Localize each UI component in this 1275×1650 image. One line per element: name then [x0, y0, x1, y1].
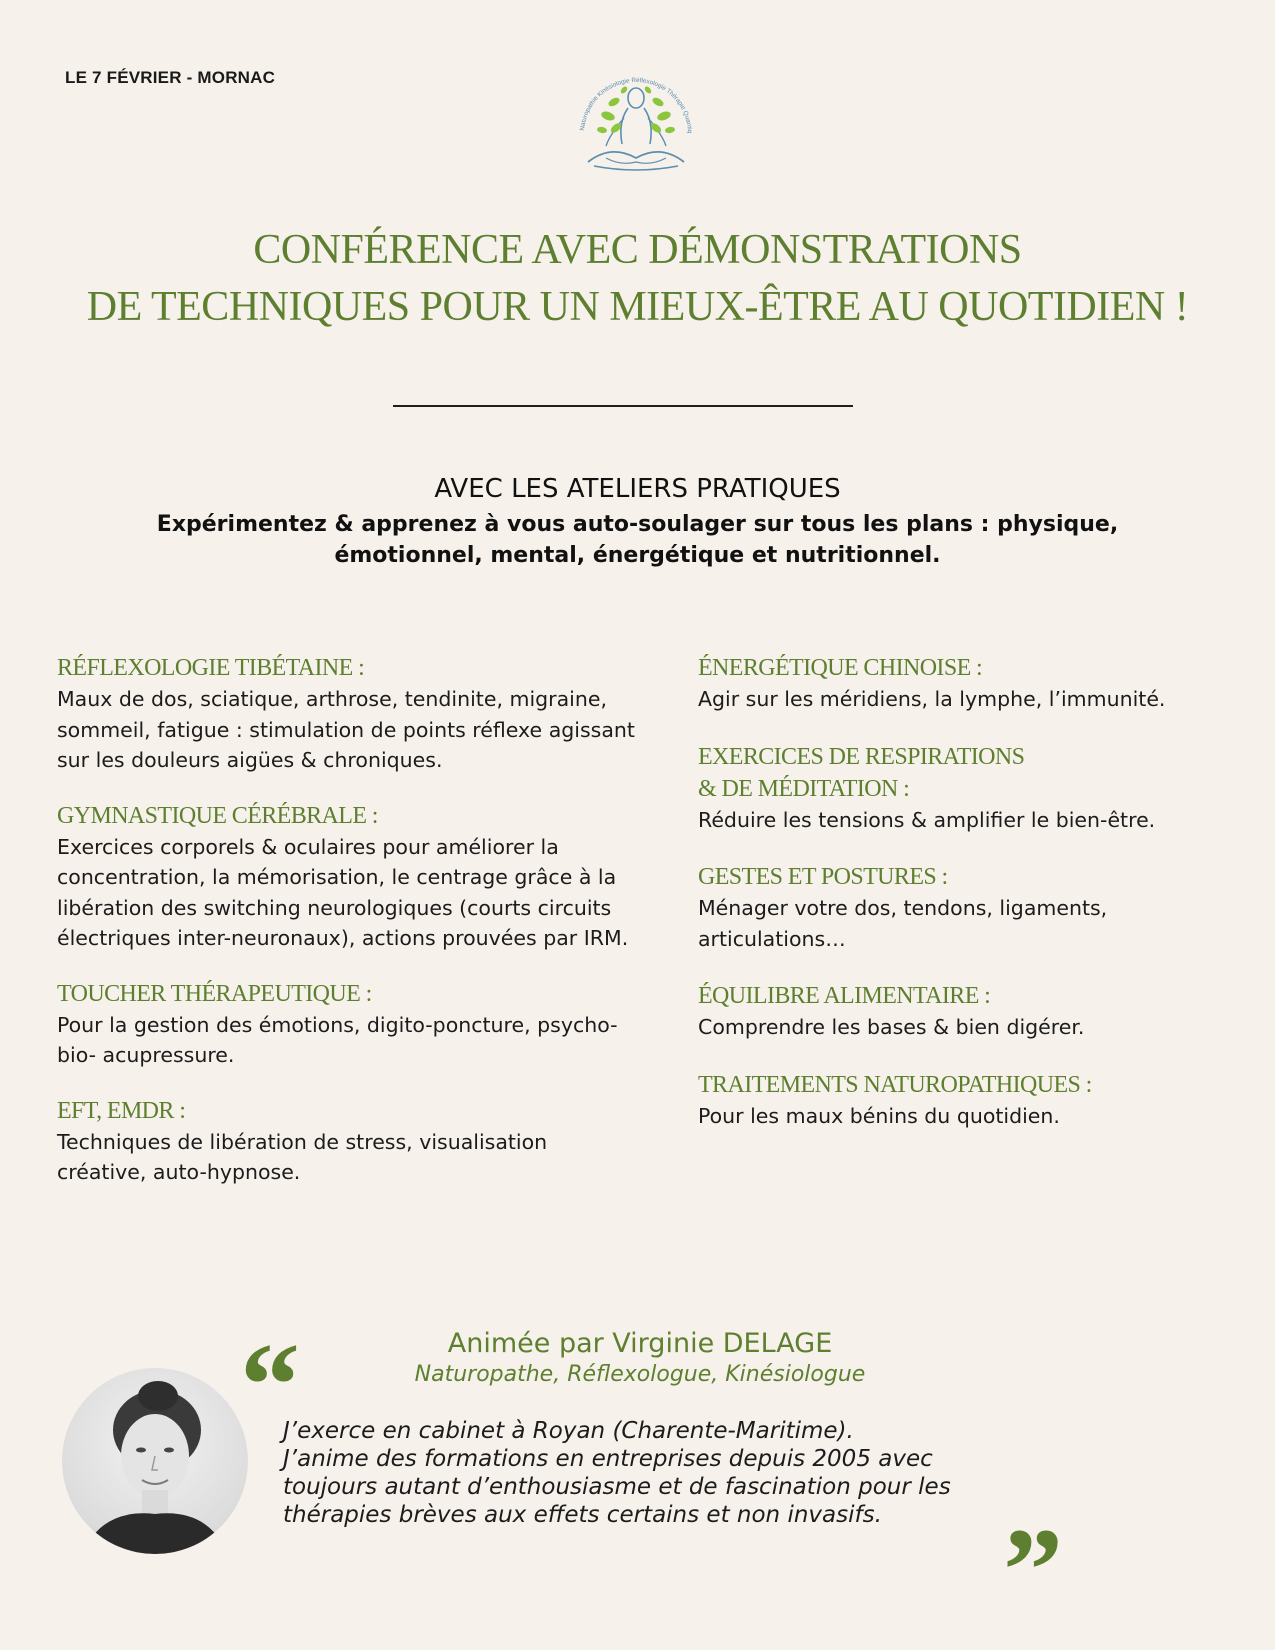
page-title — [0, 222, 1275, 336]
workshops-right-column — [698, 652, 1238, 1157]
workshop-item — [698, 1069, 1238, 1132]
workshop-item — [698, 652, 1238, 715]
portrait-icon — [62, 1368, 248, 1554]
workshop-heading: GESTES ET POSTURES : — [698, 864, 948, 890]
quote-line: J’exerce en cabinet à Royan (Charente-Maritime). — [283, 1418, 854, 1444]
presenter-quote — [283, 1417, 1023, 1529]
workshop-item — [57, 652, 637, 776]
workshop-heading: RÉFLEXOLOGIE TIBÉTAINE : — [57, 655, 365, 681]
event-date-location: LE 7 FÉVRIER - MORNAC — [65, 68, 276, 87]
workshop-description: Pour les maux bénins du quotidien. — [698, 1103, 1060, 1128]
workshops-left-column — [57, 652, 637, 1188]
workshop-description: Ménager votre dos, tendons, ligaments, articulations… — [698, 896, 1108, 951]
logo-ring-text: Naturopathie Kinésiologie Réflexologie Thérapie Quantiq — [579, 76, 694, 134]
quote-open-icon: “ — [240, 1318, 300, 1451]
workshop-item — [57, 978, 637, 1071]
workshop-heading: ÉQUILIBRE ALIMENTAIRE : — [698, 983, 991, 1009]
divider — [393, 405, 853, 407]
workshop-description: Agir sur les méridiens, la lymphe, l’immunité. — [698, 687, 1166, 711]
workshop-description: Exercices corporels & oculaires pour améliorer la concentration, la mémorisation, le centrage grâce à la libération des switching neurologiques (courts circuits électriques inter-neuronaux), actions prouvées par IRM. — [57, 834, 629, 950]
workshop-heading: TRAITEMENTS NATUROPATHIQUES : — [698, 1071, 1092, 1098]
workshop-heading: TOUCHER THÉRAPEUTIQUE : — [57, 980, 372, 1007]
presenter-name: Animée par Virginie DELAGE — [447, 1328, 833, 1359]
meditation-figure-icon — [566, 62, 706, 187]
svg-text:Naturopathie Kinésiologie Réfl — [566, 62, 693, 134]
workshop-description: Réduire les tensions & amplifier le bien-être. — [698, 807, 1156, 832]
workshop-description: Maux de dos, sciatique, arthrose, tendinite, migraine, sommeil, fatigue : stimulation de points réflexe agissant sur les douleurs aigües & chroniques. — [57, 687, 635, 772]
workshop-item — [698, 980, 1238, 1043]
workshop-item — [698, 861, 1238, 954]
workshop-description: Comprendre les bases & bien digérer. — [698, 1015, 1085, 1039]
workshop-heading: EXERCICES DE RESPIRATIONS & DE MÉDITATION : — [698, 743, 1025, 802]
workshop-item — [698, 741, 1238, 836]
ateliers-title: AVEC LES ATELIERS PRATIQUES — [434, 474, 841, 504]
workshop-description: Techniques de libération de stress, visualisation créative, auto-hypnose. — [57, 1129, 548, 1184]
quote-line: toujours autant d’enthousiasme et de fascination pour les — [283, 1474, 951, 1500]
workshop-description: Pour la gestion des émotions, digito-poncture, psycho-bio- acupressure. — [57, 1012, 618, 1067]
workshop-item — [57, 1095, 637, 1188]
workshop-item — [57, 800, 637, 954]
workshop-heading: GYMNASTIQUE CÉRÉBRALE : — [57, 802, 378, 829]
quote-close-icon: ” — [1003, 1503, 1063, 1636]
presenter-role: Naturopathe, Réflexologue, Kinésiologue — [414, 1362, 866, 1387]
ateliers-subtitle: Expérimentez & apprenez à vous auto-soulager sur tous les plans : physique, émotionnel, mental, énergétique et nutritionnel. — [156, 512, 1119, 568]
workshop-heading: ÉNERGÉTIQUE CHINOISE : — [698, 655, 983, 681]
presenter-photo — [62, 1368, 248, 1554]
title-line-1: CONFÉRENCE AVEC DÉMONSTRATIONS — [253, 227, 1022, 273]
workshop-heading: EFT, EMDR : — [57, 1097, 186, 1124]
quote-line: J’anime des formations en entreprises depuis 2005 avec — [283, 1446, 933, 1472]
title-line-2: DE TECHNIQUES POUR UN MIEUX-ÊTRE AU QUOTIDIEN ! — [86, 284, 1189, 330]
quote-line: thérapies brèves aux effets certains et non invasifs. — [283, 1502, 882, 1528]
